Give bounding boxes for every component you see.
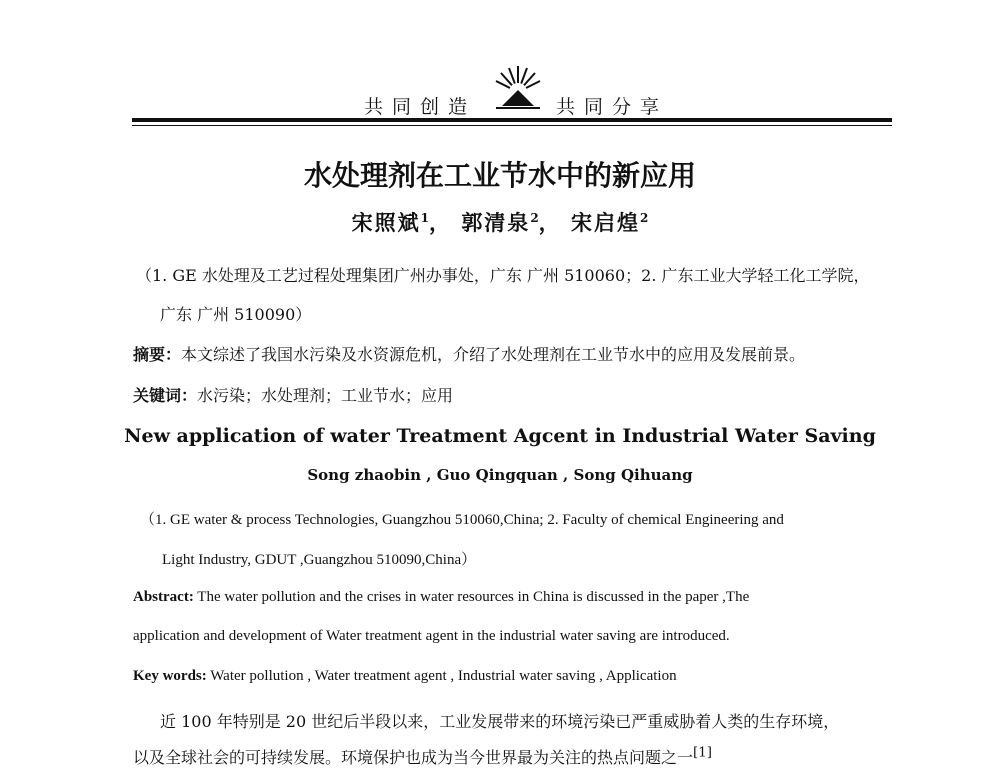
abstract-en-line2: application and development of Water treatment agent in the industrial water saving are introduced. (133, 628, 730, 644)
citation-ref: [1] (693, 745, 712, 761)
author-separator: ， (429, 210, 452, 235)
author-separator: ， (538, 210, 562, 235)
header-rule-thin (132, 125, 892, 126)
keywords-en-text: Water pollution , Water treatment agent , Industrial water saving , Application (206, 668, 677, 684)
author-affiliation-mark: 2 (530, 211, 539, 225)
header-rule-thick (132, 118, 892, 122)
author-name: 宋启煌 (570, 210, 640, 235)
affiliation-zh-line2: 广东 广州 510090） (160, 305, 312, 324)
author-affiliation-mark: 2 (639, 211, 649, 225)
affiliation-en-line2: Light Industry, GDUT ,Guangzhou 510090,China） (162, 552, 477, 568)
body-line2-text: 以及全球社会的可持续发展。环境保护也成为当今世界最为关注的热点问题之一 (133, 748, 694, 767)
header-slogan-left: 共同创造 (364, 96, 477, 118)
paper-title-zh: 水处理剂在工业节水中的新应用 (303, 159, 696, 192)
abstract-zh (133, 342, 805, 365)
body-paragraph-line2 (133, 745, 712, 768)
affiliation-zh-line1: （1. GE 水处理及工艺过程处理集团广州办事处，广东 广州 510060；2. 广东工业大学轻工化工学院， (136, 266, 870, 285)
abstract-en-text: The water pollution and the crises in water resources in China is discussed in the paper ,The (193, 589, 750, 605)
abstract-en-label: Abstract: (133, 589, 194, 605)
keywords-zh-label: 关键词： (133, 386, 198, 405)
author-name: 郭清泉 (461, 210, 531, 235)
keywords-en-label: Key words: (133, 668, 207, 684)
author-affiliation-mark: 1 (420, 211, 429, 225)
sunburst-logo-icon (492, 62, 544, 112)
affiliation-en-line1: （1. GE water & process Technologies, Guangzhou 510060,China; 2. Faculty of chemical Engineering and (140, 512, 784, 528)
abstract-en-line1 (133, 589, 749, 606)
paper-title-en: New application of water Treatment Agcent in Industrial Water Saving (124, 425, 876, 447)
abstract-zh-text: 本文综述了我国水污染及水资源危机，介绍了水处理剂在工业节水中的应用及发展前景。 (181, 345, 806, 364)
authors-en: Song zhaobin , Guo Qingquan , Song Qihuang (307, 466, 693, 484)
keywords-en (133, 668, 677, 685)
keywords-zh (133, 383, 453, 406)
header-slogan-right: 共同分享 (556, 96, 669, 118)
body-paragraph-line1: 近 100 年特别是 20 世纪后半段以来，工业发展带来的环境污染已严重威胁着人类的生存环境， (160, 712, 840, 731)
keywords-zh-text: 水污染；水处理剂；工业节水；应用 (197, 386, 454, 405)
abstract-zh-label: 摘要： (133, 345, 182, 364)
author-name: 宋照斌 (351, 210, 421, 235)
authors-zh (0, 207, 1000, 237)
